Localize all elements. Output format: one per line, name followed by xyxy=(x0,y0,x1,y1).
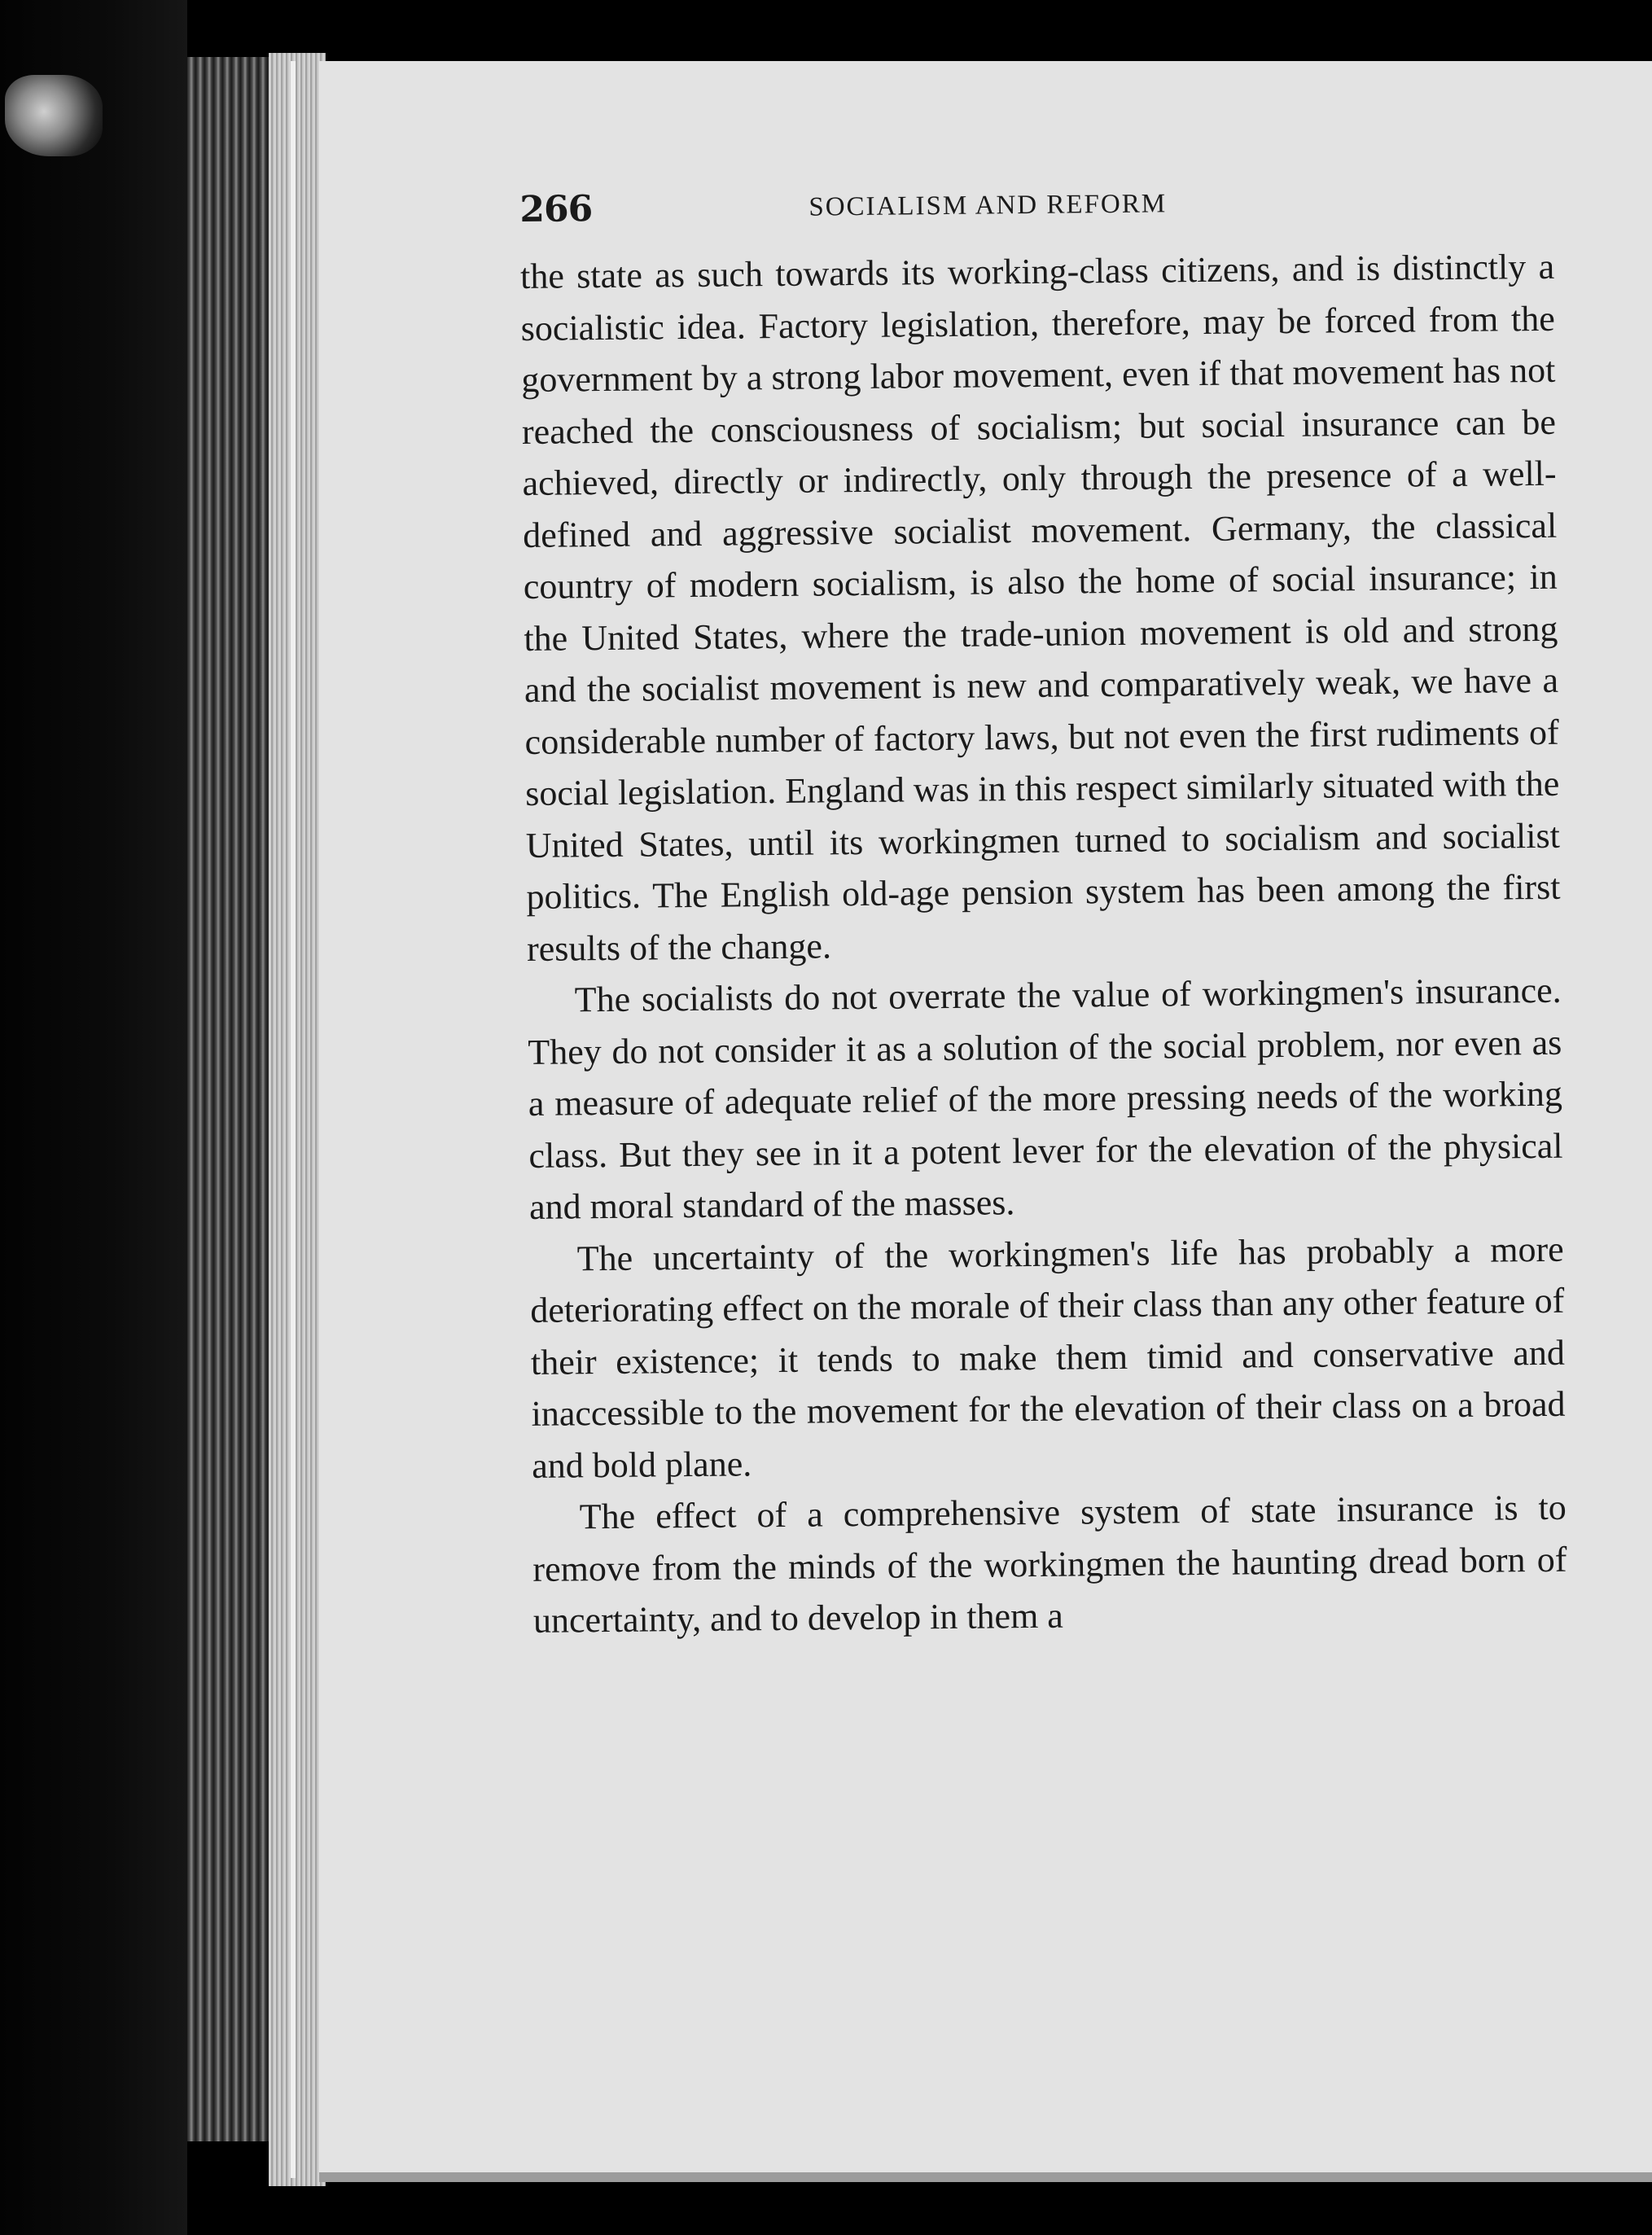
book-gutter xyxy=(0,0,187,2235)
page-header xyxy=(519,168,1554,251)
page-content xyxy=(519,168,1567,1647)
paragraph-3: The uncertainty of the workingmen's life has probably a more deteriorating effect on the morale of their class than any other feature of their existence; it tends to make them timid and conservative and inaccessible to the movement for the elevation of their class on a broad and bold plane. xyxy=(530,1229,1566,1486)
paragraph-1: the state as such towards its working-class citizens, and is distinctly a socialistic idea. Factory legislation, therefore, may be forced from the government by a strong labor movement, even if that movement has not reached the consciousness of socialism; but social insurance can be achieved, directly or indirectly, only through the presence of a well-defined and aggressive socialist movement. Germany, the classical country of modern socialism, is also the home of social insurance; in the United States, where the trade-union movement is old and strong and the socialist movement is new and comparatively weak, we have a considerable number of factory laws, but not even the first rudiments of social legislation. England was in this respect similarly situated with the United States, until its workingmen turned to socialism and socialist politics. The English old-age pension system has been among the first results of the change. xyxy=(519,246,1561,969)
page-edges-inner xyxy=(269,53,326,2186)
paragraph-4: The effect of a comprehensive system of state insurance is to remove from the minds of the workingmen the haunting dread born of uncertainty, and to develop in them a xyxy=(532,1487,1567,1641)
running-head: SOCIALISM AND REFORM xyxy=(808,189,1168,222)
page-number: 266 xyxy=(519,188,593,230)
scan-artifact xyxy=(5,75,103,156)
page-bottom-edge xyxy=(319,2172,1652,2182)
paragraph-2: The socialists do not overrate the value of workingmen's insurance. They do not consider it as a solution of the social problem, nor even as a measure of adequate relief of the more pressing needs of the working class. But they see in it a potent lever for the elevation of the physical and moral standard of the masses. xyxy=(528,970,1563,1227)
page-border xyxy=(291,61,296,2178)
